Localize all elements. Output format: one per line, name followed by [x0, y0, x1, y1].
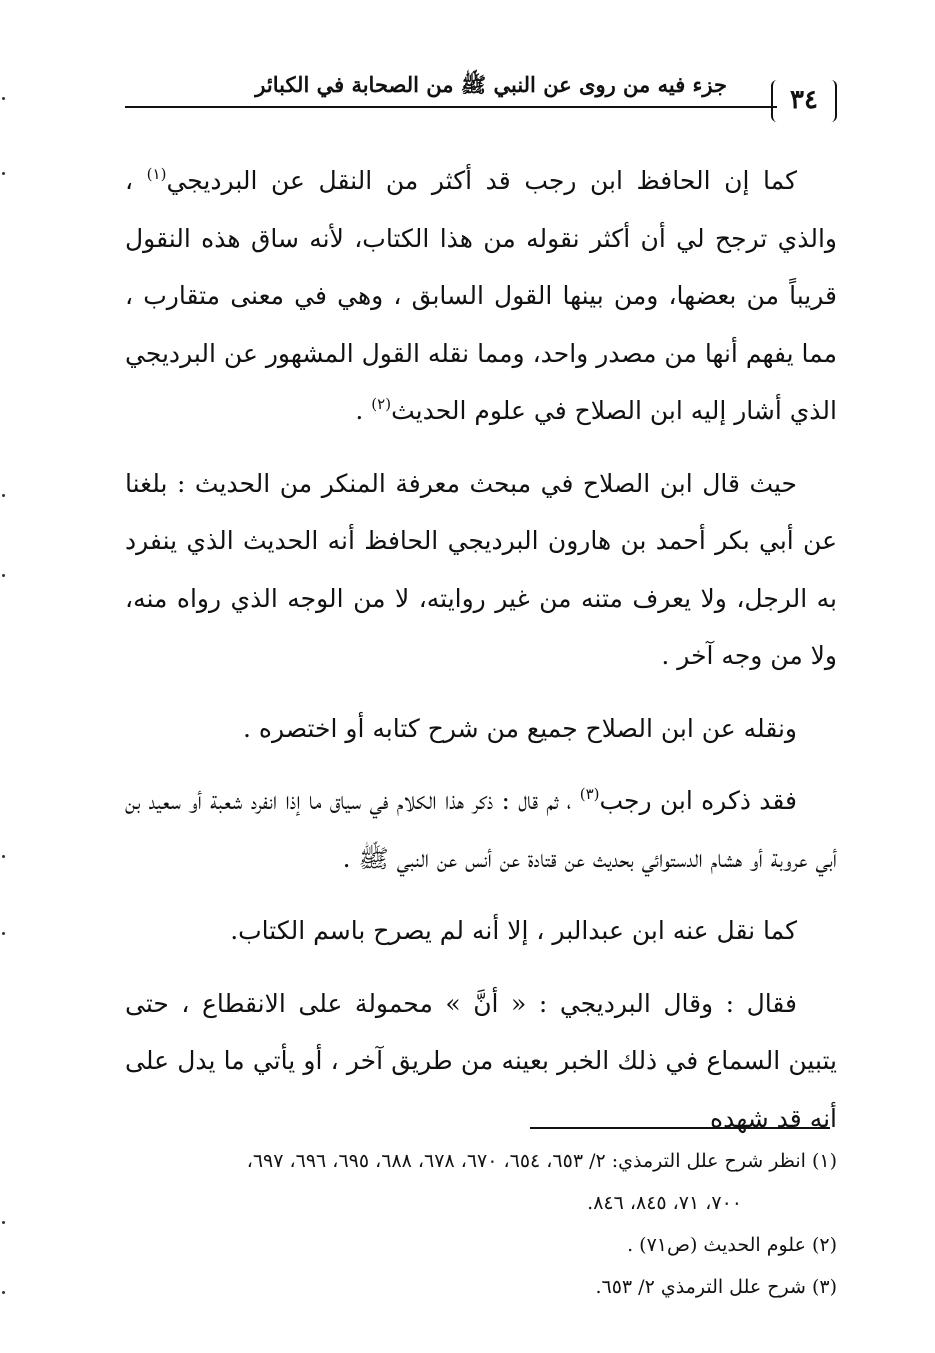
paragraph-4-text-b: ، ثم قال : ذكر هذا الكلام في سياق ما إذا انفرد شعبة أو سعيد بن أبي عروبة أو هشام الدستوائي بحديث عن قتادة عن أنس عن النبي ﷺ .	[125, 786, 837, 873]
paragraph-1-text-a: كما إن الحافظ ابن رجب قد أكثر من النقل عن البرديجي	[166, 166, 797, 195]
footnote-ref-3[interactable]: (٣)	[579, 785, 600, 803]
footnotes	[125, 1140, 837, 1308]
paragraph-4-text-a: فقد ذكره ابن رجب	[599, 786, 798, 815]
footnote-ref-1[interactable]: (١)	[146, 165, 167, 183]
scan-speck	[0, 574, 10, 577]
header-rule	[125, 106, 777, 108]
footnote-1	[125, 1140, 837, 1224]
scan-speck	[0, 855, 10, 858]
paragraph-4	[125, 772, 837, 887]
page-header	[125, 70, 837, 126]
scan-speck	[0, 97, 10, 100]
paragraph-1-text-c: .	[355, 396, 372, 425]
main-text	[125, 152, 837, 1162]
paragraph-6: فقال : وقال البرديجي : « أنَّ » محمولة على الانقطاع ، حتى يتبين السماع في ذلك الخبر بعينه من طريق آخر ، أو يأتي ما يدل على أنه قد شهده	[125, 988, 837, 1133]
scan-speck	[0, 932, 10, 935]
footnote-1-text: (١) انظر شرح علل الترمذي: ٢/ ٦٥٣، ٦٥٤، ٦٧٠، ٦٧٨، ٦٨٨، ٦٩٥، ٦٩٦، ٦٩٧،	[246, 1150, 837, 1172]
scan-speck	[0, 1221, 10, 1224]
footnote-ref-2[interactable]: (٢)	[371, 395, 392, 413]
scan-speck	[0, 172, 10, 175]
paragraph-5: كما نقل عنه ابن عبدالبر ، إلا أنه لم يصرح باسم الكتاب.	[230, 916, 797, 945]
scan-speck	[0, 1291, 10, 1294]
footnote-3: (٣) شرح علل الترمذي ٢/ ٦٥٣.	[595, 1276, 837, 1298]
paragraph-1	[125, 152, 837, 440]
page-number: ٣٤	[771, 80, 837, 122]
footnote-2: (٢) علوم الحديث (ص٧١) .	[627, 1234, 837, 1256]
running-title: جزء فيه من روى عن النبي ﷺ من الصحابة في الكبائر	[255, 72, 727, 97]
paragraph-3: ونقله عن ابن الصلاح جميع من شرح كتابه أو اختصره .	[243, 713, 797, 743]
footnote-1-continuation: ٧٠٠، ٧١، ٨٤٥، ٨٤٦.	[587, 1192, 742, 1214]
footnote-separator	[530, 1127, 830, 1129]
paragraph-1-text-b: ، والذي ترجح لي أن أكثر نقوله من هذا الكتاب، لأنه ساق هذه النقول قريباً من بعضها، ومن بينها القول السابق ، وهي في معنى متقارب ، مما يفهم أنها من مصدر واحد، ومما نقله القول المشهور عن البرديجي الذي أشار إليه ابن الصلاح في علوم الحديث	[125, 166, 837, 425]
scan-speck	[0, 494, 10, 497]
paragraph-2: حيث قال ابن الصلاح في مبحث معرفة المنكر من الحديث : بلغنا عن أبي بكر أحمد بن هارون البرديجي الحافظ أنه الحديث الذي ينفرد به الرجل، ولا يعرف متنه من غير روايته، لا من الوجه الذي رواه منه، ولا من وجه آخر .	[125, 468, 838, 670]
